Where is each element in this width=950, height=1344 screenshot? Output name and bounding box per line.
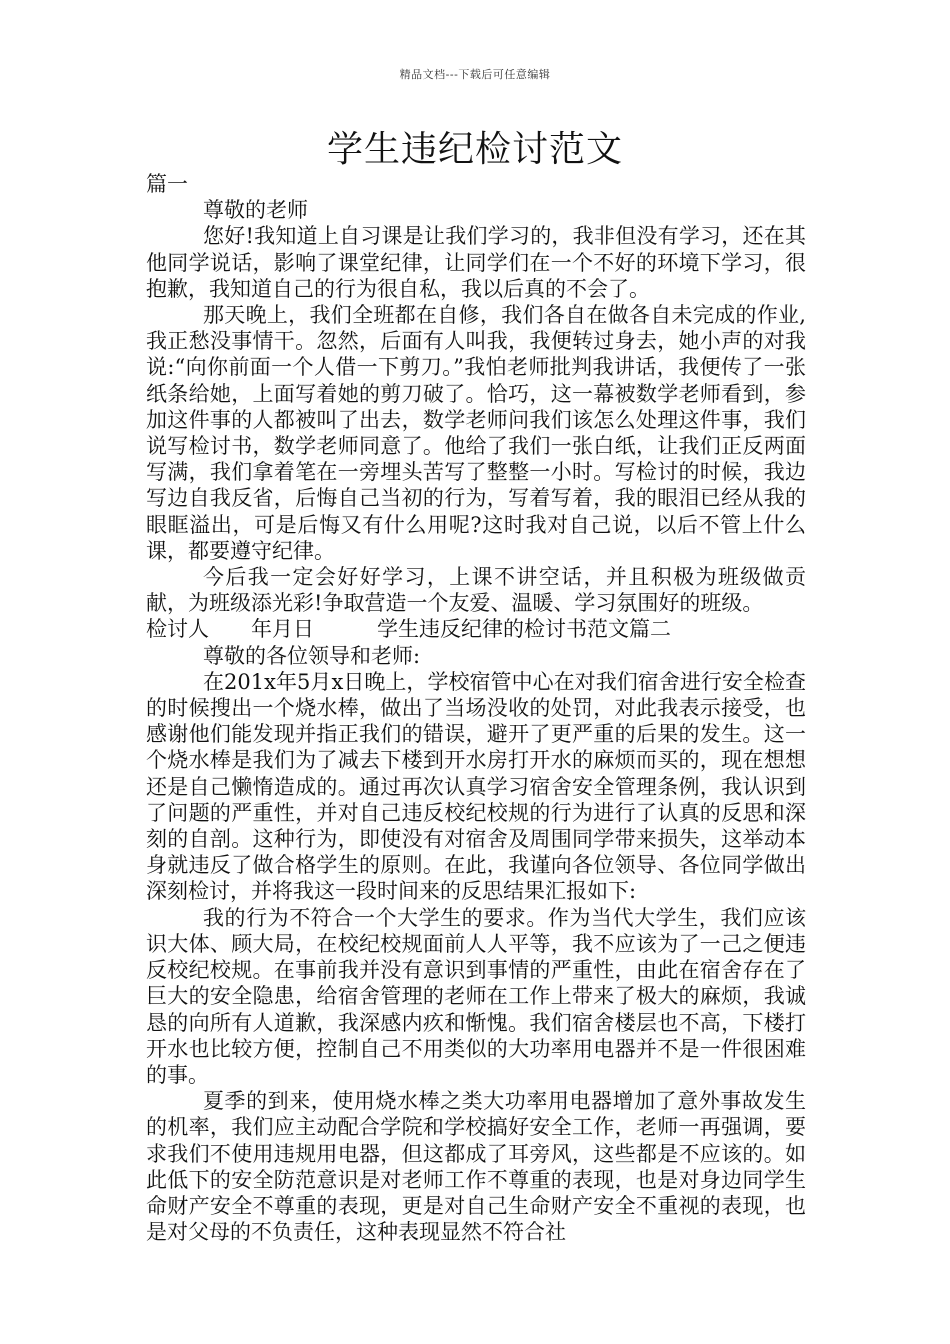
document-body xyxy=(146,171,806,1245)
header-note: 精品文档---下载后可任意编辑 xyxy=(399,68,551,81)
signature-line: 检讨人 年月日 学生违反纪律的检讨书范文篇二 xyxy=(146,617,671,642)
paragraph: 那天晚上，我们全班都在自修，我们各自在做各自未完成的作业,我正愁没事情干。忽然，后面有人叫我，我便转过身去，她小声的对我说:“向你前面一个人借一下剪刀。”我怕老师批判我讲话，我便传了一张纸条给她，上面写着她的剪刀破了。恰巧，这一幕被数学老师看到，参加这件事的人都被叫了出去，数学老师问我们该怎么处理这件事，我们说写检讨书，数学老师同意了。他给了我们一张白纸，让我们正反两面写满，我们拿着笔在一旁埋头苦写了整整一小时。写检讨的时候，我边写边自我反省，后悔自己当初的行为，写着写着，我的眼泪已经从我的眼眶溢出，可是后悔又有什么用呢?这时我对自己说，以后不管上什么课，都要遵守纪律。 xyxy=(146,303,806,563)
paragraph: 夏季的到来，使用烧水棒之类大功率用电器增加了意外事故发生的机率，我们应主动配合学院和学校搞好安全工作，老师一再强调，要求我们不使用违规用电器，但这都成了耳旁风，这些都是不应该的。如此低下的安全防范意识是对老师工作不尊重的表现，也是对身边同学生命财产安全不尊重的表现，更是对自己生命财产安全不重视的表现，也是对父母的不负责任，这种表现显然不符合社 xyxy=(146,1089,806,1245)
paragraph: 您好!我知道上自习课是让我们学习的，我非但没有学习，还在其他同学说话，影响了课堂纪律，让同学们在一个不好的环境下学习，很抱歉，我知道自己的行为很自私，我以后真的不会了。 xyxy=(146,224,806,301)
page-title: 学生违纪检讨范文 xyxy=(326,129,623,170)
paragraph: 在201x年5月x日晚上，学校宿管中心在对我们宿舍进行安全检查的时候搜出一个烧水棒，做出了当场没收的处罚，对此我表示接受，也感谢他们能发现并指正我们的错误，避开了更严重的后果的发生。这一个烧水棒是我们为了减去下楼到开水房打开水的麻烦而买的，现在想想还是自己懒惰造成的。通过再次认真学习宿舍安全管理条例，我认识到了问题的严重性，并对自己违反校纪校规的行为进行了认真的反思和深刻的自剖。这种行为，即使没有对宿舍及周围同学带来损失，这举动本身就违反了做合格学生的原则。在此，我谨向各位领导、各位同学做出深刻检讨，并将我这一段时间来的反思结果汇报如下: xyxy=(146,669,806,904)
paragraph: 我的行为不符合一个大学生的要求。作为当代大学生，我们应该识大体、顾大局，在校纪校规面前人人平等，我不应该为了一己之便违反校纪校规。在事前我并没有意识到事情的严重性，由此在宿舍存在了巨大的安全隐患，给宿舍管理的老师在工作上带来了极大的麻烦，我诚恳的向所有人道歉，我深感内疚和惭愧。我们宿舍楼层也不高，下楼打开水也比较方便，控制自己不用类似的大功率用电器并不是一件很困难的事。 xyxy=(146,905,806,1087)
salutation-part2: 尊敬的各位领导和老师: xyxy=(203,643,421,668)
section-label-part1: 篇一 xyxy=(146,172,188,196)
salutation-part1: 尊敬的老师 xyxy=(203,198,308,223)
paragraph: 今后我一定会好好学习，上课不讲空话，并且积极为班级做贡献，为班级添光彩!争取营造一个友爱、温暖、学习氛围好的班级。 xyxy=(146,565,806,616)
